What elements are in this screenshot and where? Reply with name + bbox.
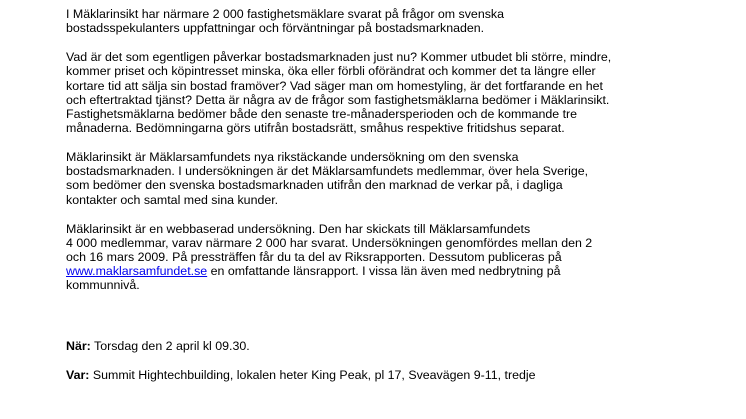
intro-paragraph <box>66 7 706 35</box>
when-value: Torsdag den 2 april kl 09.30. <box>90 338 250 353</box>
when-label: När: <box>66 338 91 353</box>
intro-line: I Mäklarinsikt har närmare 2 000 fastighetsmäklare svarat på frågor om svenska <box>66 7 504 21</box>
document-page <box>66 7 706 382</box>
about-paragraph <box>66 150 706 207</box>
about-line: som bedömer den svenska bostadsmarknaden utifrån den marknad de verkar på, i dagliga <box>66 178 563 193</box>
questions-line: och eftertraktad tjänst? Detta är några av de frågor som fastighetsmäklarna bedömer i Mäklarinsikt. <box>66 92 610 107</box>
survey-link-tail: en omfattande länsrapport. I vissa län även med nedbrytning på <box>207 264 561 279</box>
questions-line: månaderna. Bedömningarna görs utifrån bostadsrätt, småhus respektive fritidshus separat. <box>66 121 565 136</box>
survey-line: och 16 mars 2009. På pressträffen får du ta del av Riksrapporten. Dessutom publiceras på <box>66 250 562 265</box>
maklarsamfundet-link[interactable]: www.maklarsamfundet.se <box>66 264 208 279</box>
where-line <box>66 368 706 382</box>
survey-line: Mäklarinsikt är en webbaserad undersökning. Den har skickats till Mäklarsamfundets <box>66 221 531 236</box>
when-line <box>66 339 706 353</box>
where-value: Summit Hightechbuilding, lokalen heter King Peak, pl 17, Sveavägen 9-11, tredje <box>89 367 536 382</box>
questions-line: kortare tid att sälja sin bostad framöver? Vad säger man om homestyling, är det fortfarande en het <box>66 78 603 93</box>
where-paragraph <box>66 368 706 382</box>
intro-line: bostadsspekulanters uppfattningar och förväntningar på bostadsmarknaden. <box>66 21 485 36</box>
questions-line: kommer priset och köpintresset minska, öka eller förbli oförändrat och kommer det ta längre eller <box>66 64 596 79</box>
about-line: Mäklarinsikt är Mäklarsamfundets nya rikstäckande undersökning om den svenska <box>66 150 519 165</box>
survey-paragraph <box>66 222 706 293</box>
when-paragraph <box>66 339 706 353</box>
questions-line: Vad är det som egentligen påverkar bostadsmarknaden just nu? Kommer utbudet bli större, mindre, <box>66 50 612 65</box>
survey-link-line <box>66 264 706 278</box>
questions-paragraph <box>66 50 706 135</box>
about-line: kontakter och samtal med sina kunder. <box>66 192 279 207</box>
survey-line: kommunnivå. <box>66 278 140 293</box>
about-line: bostadsmarknaden. I undersökningen är det Mäklarsamfundets medlemmar, över hela Sverige, <box>66 164 589 179</box>
survey-line: 4 000 medlemmar, varav närmare 2 000 har svarat. Undersökningen genomfördes mellan den 2 <box>66 235 593 250</box>
questions-line: Fastighetsmäklarna bedömer både den senaste tre-månadersperioden och de kommande tre <box>66 106 578 121</box>
where-label: Var: <box>66 367 90 382</box>
